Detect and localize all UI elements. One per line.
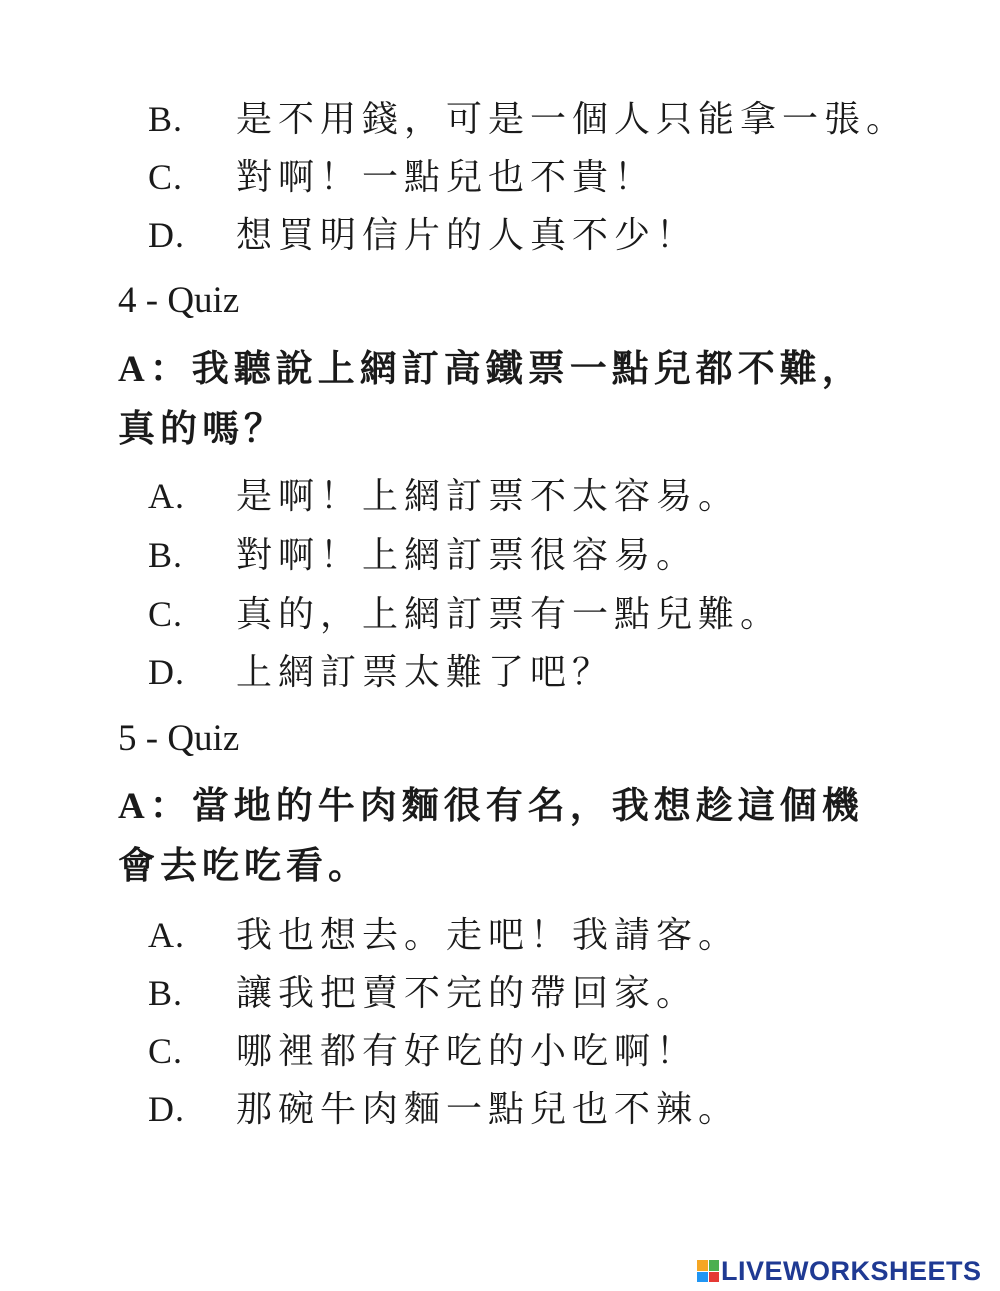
- quiz-4-option-c[interactable]: [148, 585, 782, 643]
- option-letter: B.: [148, 99, 184, 139]
- option-letter: C.: [148, 157, 184, 197]
- quiz-5-option-d[interactable]: [148, 1080, 740, 1138]
- option-c-prev[interactable]: [148, 148, 656, 206]
- logo-text: LIVEWORKSHEETS: [721, 1255, 982, 1286]
- option-letter: B.: [148, 535, 184, 575]
- option-b-prev[interactable]: [148, 90, 908, 148]
- quiz-5-option-c[interactable]: [148, 1022, 698, 1080]
- option-letter: D.: [148, 652, 185, 692]
- option-letter: C.: [148, 594, 184, 634]
- option-text: 是啊！上網訂票不太容易。: [236, 476, 741, 516]
- option-text: 我也想去。走吧！我請客。: [236, 915, 741, 955]
- option-text: 哪裡都有好吃的小吃啊！: [236, 1031, 699, 1071]
- quiz-5-prompt: A：當地的牛肉麵很有名，我想趁這個機會去吃吃看。: [118, 786, 864, 887]
- quiz-5-title: 5 - Quiz: [118, 718, 240, 759]
- quiz-4-option-a[interactable]: [148, 467, 740, 525]
- quiz-4-option-d[interactable]: [148, 643, 614, 701]
- option-text: 對啊！一點兒也不貴！: [236, 157, 657, 197]
- liveworksheets-logo-icon: [697, 1260, 719, 1282]
- quiz-4-title: 4 - Quiz: [118, 280, 240, 321]
- option-text: 讓我把賣不完的帶回家。: [236, 973, 699, 1013]
- option-text: 真的，上網訂票有一點兒難。: [236, 594, 783, 634]
- option-letter: A.: [148, 915, 185, 955]
- quiz-5-option-b[interactable]: [148, 964, 698, 1022]
- quiz-4-prompt: A：我聽說上網訂高鐵票一點兒都不難，真的嗎？: [118, 349, 864, 450]
- quiz-5-option-a[interactable]: [148, 906, 740, 964]
- option-text: 想買明信片的人真不少！: [236, 215, 699, 255]
- option-letter: D.: [148, 1089, 185, 1129]
- option-text: 是不用錢，可是一個人只能拿一張。: [236, 99, 909, 139]
- quiz-4-option-b[interactable]: [148, 526, 698, 584]
- option-d-prev[interactable]: [148, 206, 698, 264]
- liveworksheets-logo: [697, 1256, 982, 1286]
- option-text: 上網訂票太難了吧？: [236, 652, 615, 692]
- option-letter: D.: [148, 215, 185, 255]
- option-text: 那碗牛肉麵一點兒也不辣。: [236, 1089, 741, 1129]
- option-text: 對啊！上網訂票很容易。: [236, 535, 699, 575]
- option-letter: B.: [148, 973, 184, 1013]
- option-letter: A.: [148, 476, 185, 516]
- option-letter: C.: [148, 1031, 184, 1071]
